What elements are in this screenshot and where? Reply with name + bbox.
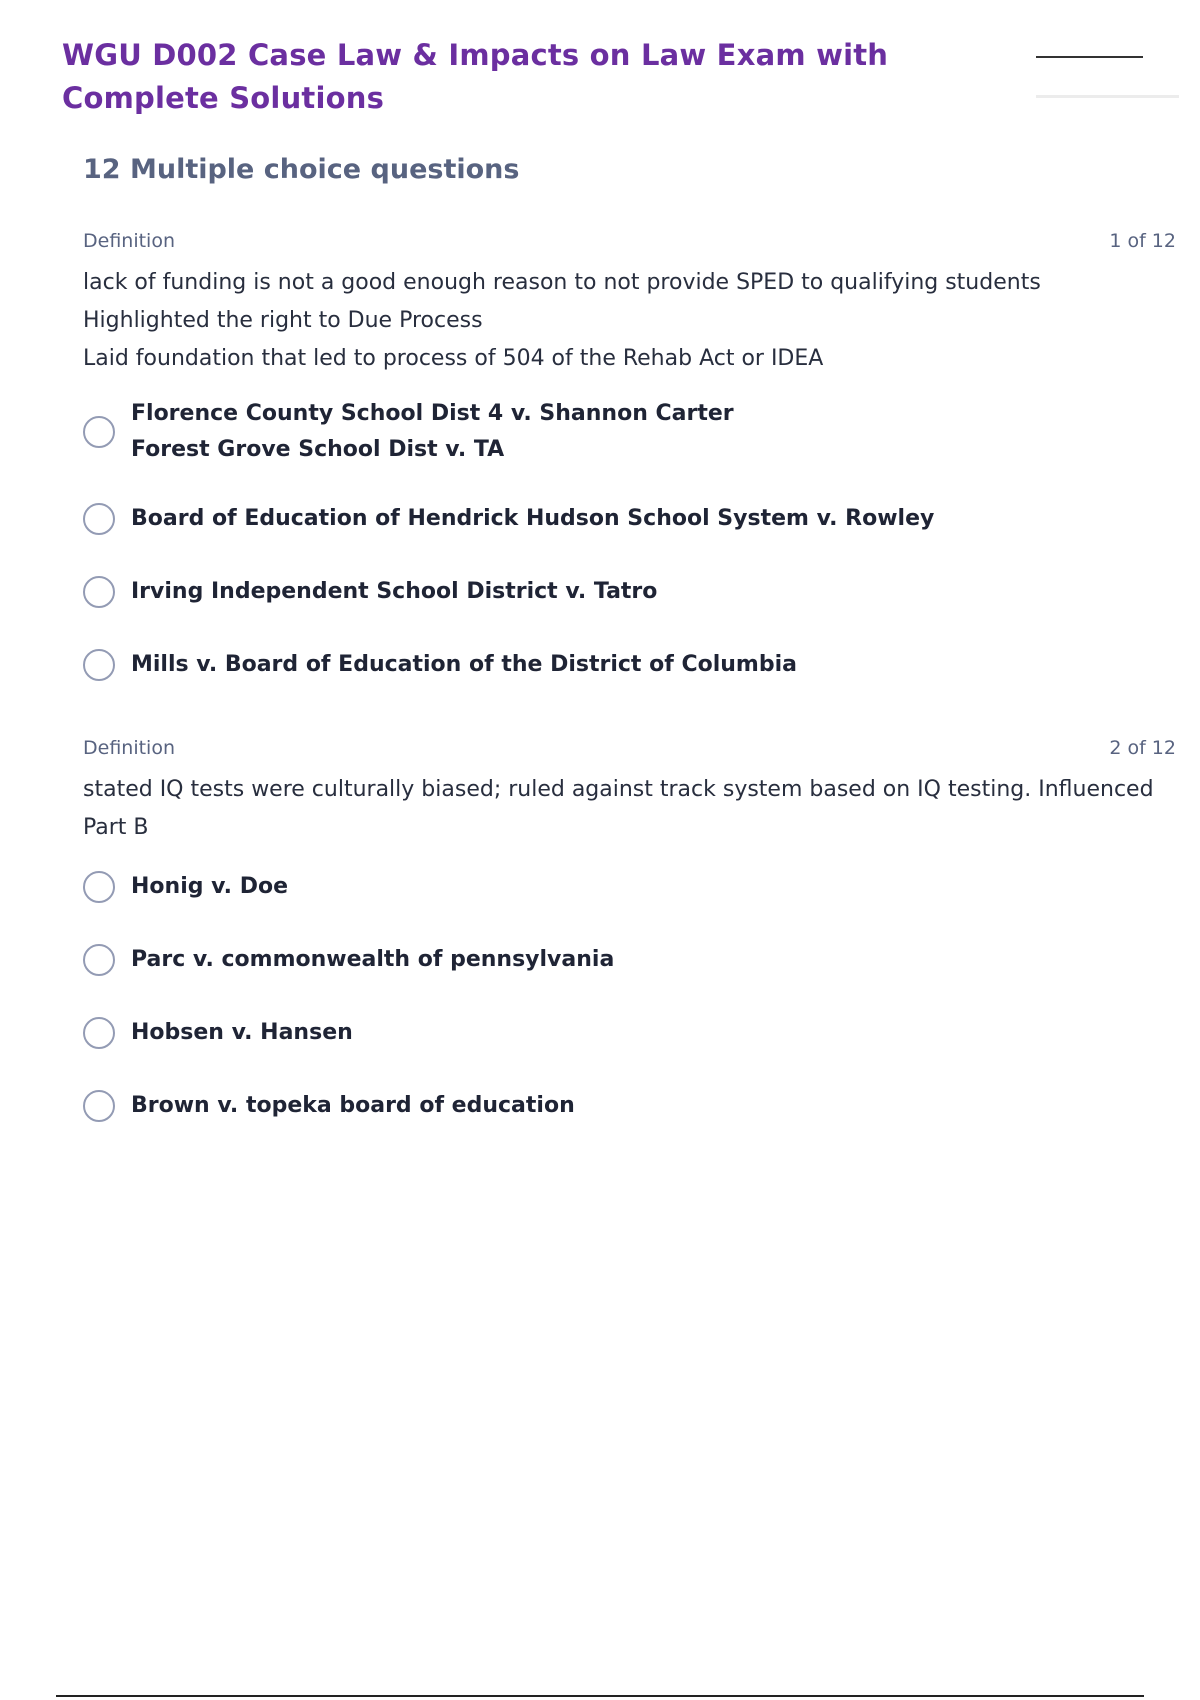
document-title: WGU D002 Case Law & Impacts on Law Exam with Complete Solutions	[62, 38, 889, 115]
answer-option-text	[131, 396, 734, 468]
answer-option-3[interactable]	[83, 1011, 1176, 1055]
radio-button[interactable]	[83, 649, 115, 681]
radio-button[interactable]	[83, 1090, 115, 1122]
answer-options	[83, 396, 1176, 687]
question-prompt	[83, 264, 1176, 378]
answer-option-text: Parc v. commonwealth of pennsylvania	[131, 947, 615, 972]
radio-button[interactable]	[83, 1017, 115, 1049]
header-divider-light	[1036, 95, 1179, 98]
question-type-label: Definition	[83, 230, 176, 252]
prompt-line: Part B	[83, 815, 149, 840]
radio-button[interactable]	[83, 416, 115, 448]
answer-option-1[interactable]	[83, 865, 1176, 909]
answer-option-4[interactable]	[83, 1084, 1176, 1128]
answer-options	[83, 865, 1176, 1128]
prompt-line: stated IQ tests were culturally biased; ruled against track system based on IQ testing. Influenced	[83, 777, 1154, 802]
prompt-line: Highlighted the right to Due Process	[83, 308, 483, 333]
question-meta	[83, 733, 1176, 763]
question-counter: 1 of 12	[1109, 230, 1176, 252]
radio-button[interactable]	[83, 871, 115, 903]
answer-option-text: Board of Education of Hendrick Hudson School System v. Rowley	[131, 506, 935, 531]
answer-option-text: Brown v. topeka board of education	[131, 1093, 575, 1118]
answer-option-4[interactable]	[83, 643, 1176, 687]
document-header	[62, 34, 1022, 120]
radio-button[interactable]	[83, 944, 115, 976]
question-counter: 2 of 12	[1109, 737, 1176, 759]
answer-option-3[interactable]	[83, 570, 1176, 614]
answer-option-2[interactable]	[83, 938, 1176, 982]
answer-option-line: Florence County School Dist 4 v. Shannon Carter	[131, 401, 734, 426]
radio-button[interactable]	[83, 576, 115, 608]
question-prompt	[83, 771, 1176, 847]
footer-divider	[56, 1695, 1144, 1697]
section-heading: 12 Multiple choice questions	[83, 154, 520, 185]
answer-option-line: Forest Grove School Dist v. TA	[131, 437, 505, 462]
header-divider	[1036, 56, 1143, 58]
answer-option-2[interactable]	[83, 497, 1176, 541]
answer-option-text: Mills v. Board of Education of the District of Columbia	[131, 652, 797, 677]
answer-option-1[interactable]	[83, 396, 1176, 468]
answer-option-text: Honig v. Doe	[131, 874, 288, 899]
answer-option-text: Hobsen v. Hansen	[131, 1020, 353, 1045]
question-meta	[83, 226, 1176, 256]
radio-button[interactable]	[83, 503, 115, 535]
prompt-line: Laid foundation that led to process of 504 of the Rehab Act or IDEA	[83, 346, 824, 371]
question-card-1	[83, 226, 1176, 716]
question-card-2	[83, 733, 1176, 1157]
prompt-line: lack of funding is not a good enough reason to not provide SPED to qualifying students	[83, 270, 1041, 295]
answer-option-text: Irving Independent School District v. Tatro	[131, 579, 658, 604]
question-type-label: Definition	[83, 737, 176, 759]
